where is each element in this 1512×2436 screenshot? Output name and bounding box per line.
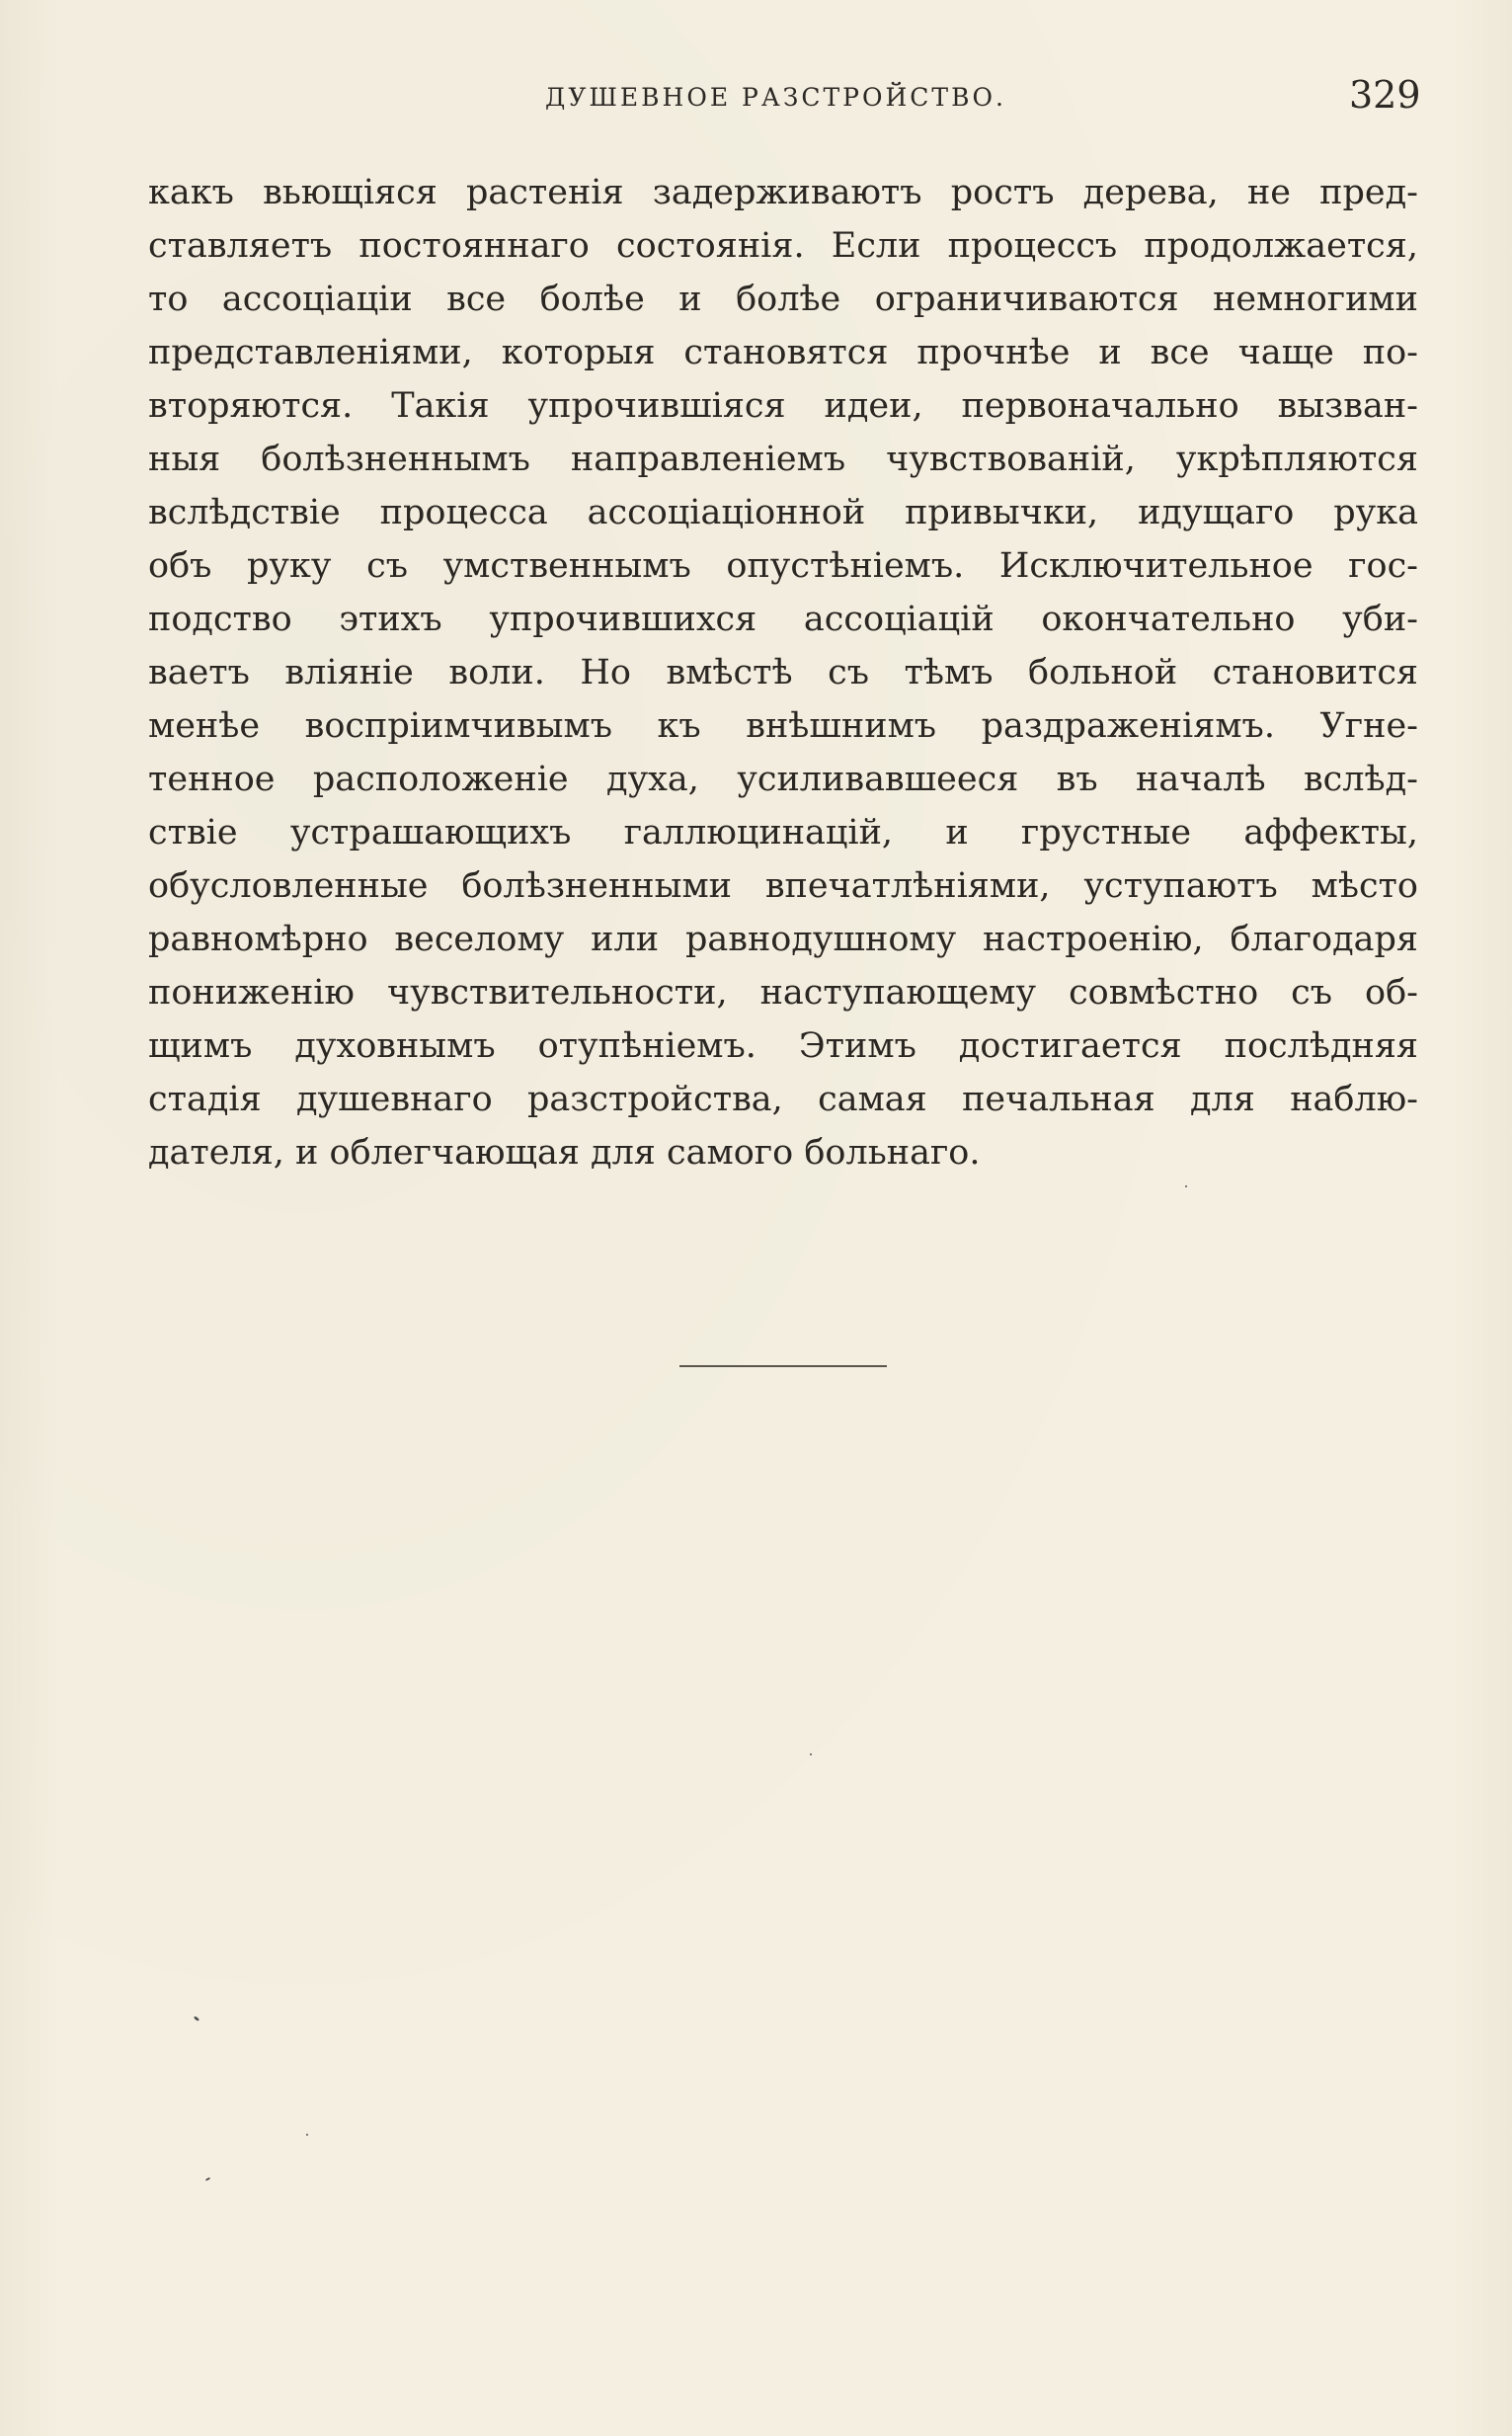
page-number: 329: [1349, 73, 1421, 117]
text-line: обусловленные болѣзненными впечатлѣніями, уступаютъ мѣсто: [148, 866, 1418, 906]
text-line: ныя болѣзненнымъ направленіемъ чувствованій, укрѣпляются: [148, 440, 1418, 479]
text-line: ваетъ вліяніе воли. Но вмѣстѣ съ тѣмъ больной становится: [148, 653, 1418, 692]
text-line: то ассоціаціи все болѣе и болѣе ограничиваются немногими: [148, 280, 1418, 319]
text-line: вторяются. Такія упрочившіяся идеи, первоначально вызван-: [148, 386, 1418, 426]
text-line: стадія душевнаго разстройства, самая печальная для наблю-: [148, 1080, 1418, 1119]
text-line: вслѣдствіе процесса ассоціаціонной привычки, идущаго рука: [148, 493, 1418, 532]
text-line: менѣе воспріимчивымъ къ внѣшнимъ раздраженіямъ. Угне-: [148, 706, 1418, 746]
paper-speck: [194, 2015, 200, 2021]
body-paragraph: [148, 166, 1418, 1179]
paper-speck: [205, 2177, 210, 2181]
running-title: ДУШЕВНОЕ РАЗСТРОЙСТВО.: [545, 83, 1006, 112]
text-line: щимъ духовнымъ отупѣніемъ. Этимъ достигается послѣдняя: [148, 1026, 1418, 1066]
text-line: представленіями, которыя становятся прочнѣе и все чаще по-: [148, 333, 1418, 372]
paper-speck: [306, 2134, 308, 2136]
paper-speck: [810, 1753, 812, 1755]
text-line: подство этихъ упрочившихся ассоціацій окончательно уби-: [148, 600, 1418, 639]
paper-speck: [1185, 1185, 1187, 1187]
text-line: ставляетъ постояннаго состоянія. Если процессъ продолжается,: [148, 226, 1418, 266]
text-line: равномѣрно веселому или равнодушному настроенію, благодаря: [148, 920, 1418, 959]
text-line: ствіе устрашающихъ галлюцинацій, и грустные аффекты,: [148, 813, 1418, 853]
text-line: какъ вьющіяся растенія задерживаютъ ростъ дерева, не пред-: [148, 173, 1418, 212]
text-line: объ руку съ умственнымъ опустѣніемъ. Исключительное гос-: [148, 546, 1418, 586]
text-line: пониженію чувствительности, наступающему совмѣстно съ об-: [148, 973, 1418, 1013]
text-line: тенное расположеніе духа, усиливавшееся въ началѣ вслѣд-: [148, 760, 1418, 799]
text-line: дателя, и облегчающая для самого больнаго.: [148, 1133, 981, 1173]
section-end-rule: [679, 1365, 887, 1367]
